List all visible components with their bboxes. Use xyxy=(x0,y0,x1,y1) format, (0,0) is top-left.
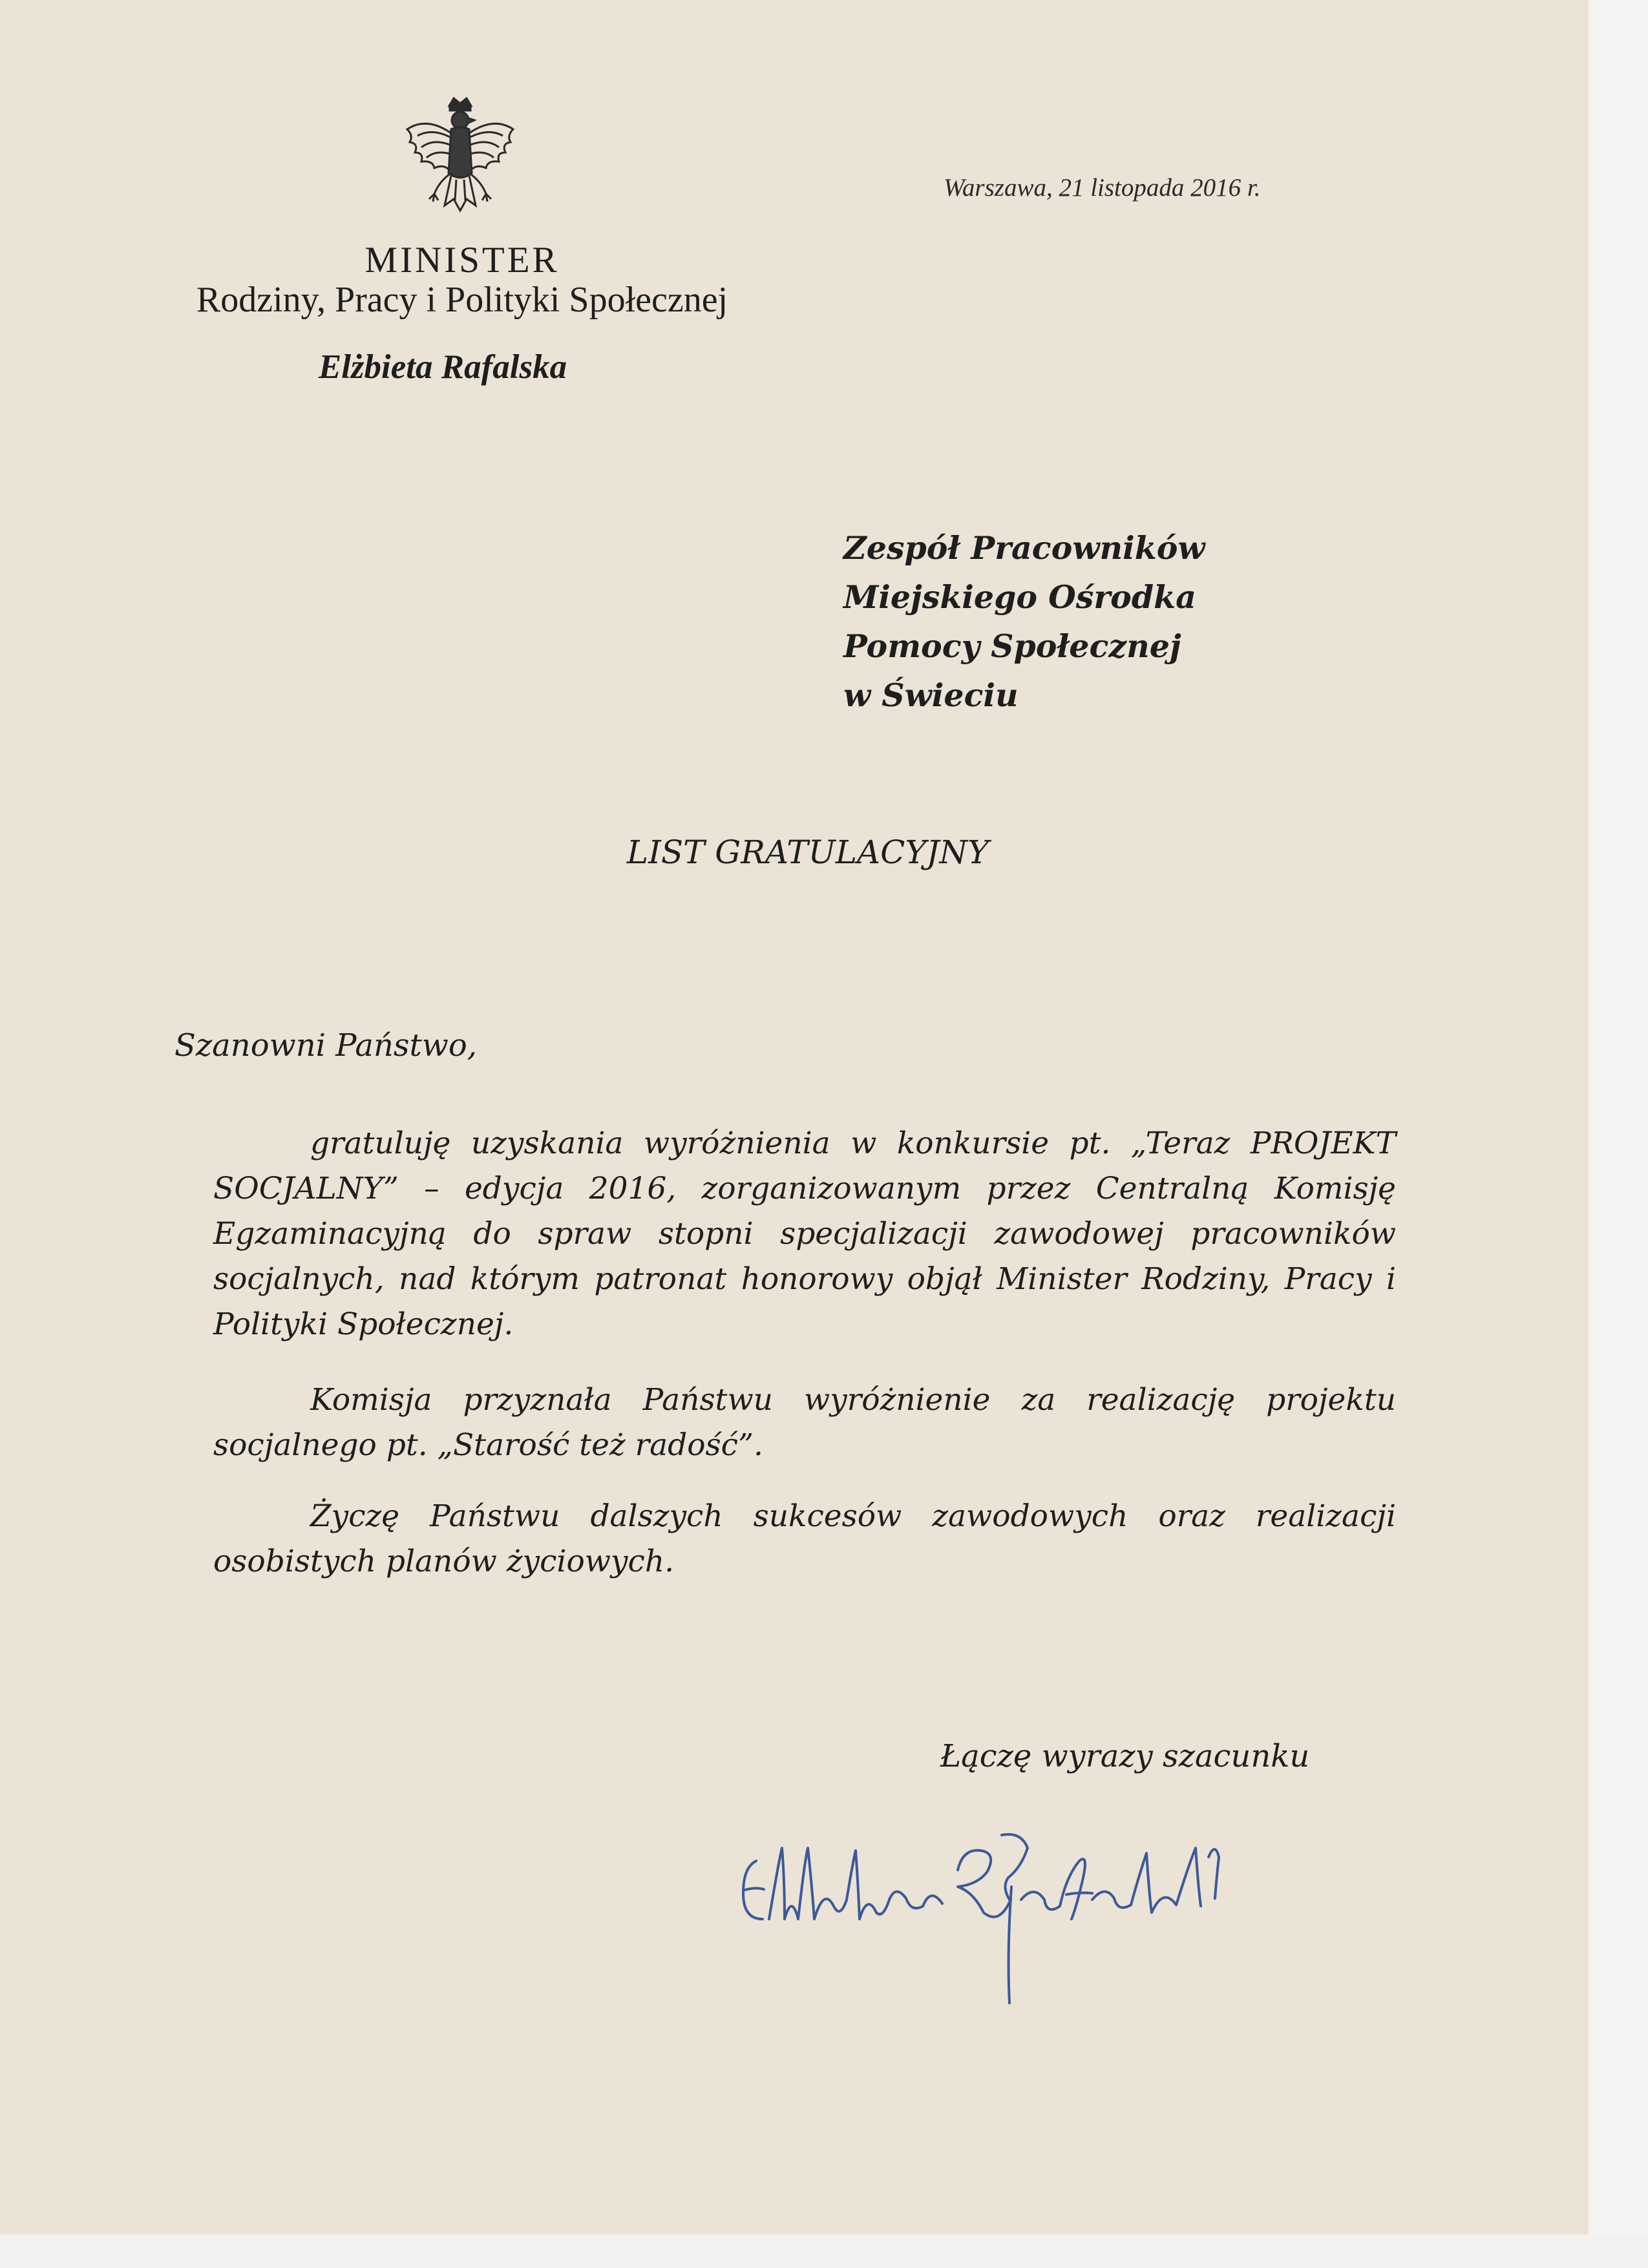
ministry-name: Rodziny, Pracy i Polityki Społecznej xyxy=(196,280,728,320)
minister-title: MINISTER xyxy=(364,240,560,280)
body-paragraph: Życzę Państwu dalszych sukcesów zawodowych oraz realizacji osobistych planów życiowych. xyxy=(213,1498,1396,1579)
minister-name: Elżbieta Rafalska xyxy=(318,348,567,386)
salutation: Szanowni Państwo, xyxy=(174,1027,478,1064)
scan-margin-right xyxy=(1589,0,1648,2268)
body-paragraph: gratuluję uzyskania wyróżnienia w konkursie pt. „Teraz PROJEKT SOCJALNY” – edycja 2016, zorganizowanym przez Centralną Komisję Egzaminacyjną do spraw stopni specjalizacji zawodowej pracowników socjalnych, nad którym patronat honorowy objął Minister Rodziny, Pracy i Polityki Społecznej. xyxy=(213,1126,1396,1342)
scan-margin-bottom xyxy=(0,2234,1648,2268)
body-paragraph: Komisja przyznała Państwu wyróżnienie za realizację projektu socjalnego pt. „Starość też radość”. xyxy=(213,1382,1396,1463)
document-title: LIST GRATULACYJNY xyxy=(626,834,989,871)
addressee-line: Miejskiego Ośrodka xyxy=(843,578,1196,616)
addressee-line: Zespół Pracowników xyxy=(843,529,1205,567)
addressee-line: w Świeciu xyxy=(843,677,1019,714)
place-and-date: Warszawa, 21 listopada 2016 r. xyxy=(944,174,1261,202)
addressee-block xyxy=(843,523,1360,720)
addressee-line: Pomocy Społecznej xyxy=(843,627,1181,665)
eagle-emblem-icon xyxy=(401,97,520,229)
handwritten-signature xyxy=(717,1822,1299,2016)
closing-phrase: Łączę wyrazy szacunku xyxy=(940,1738,1310,1774)
